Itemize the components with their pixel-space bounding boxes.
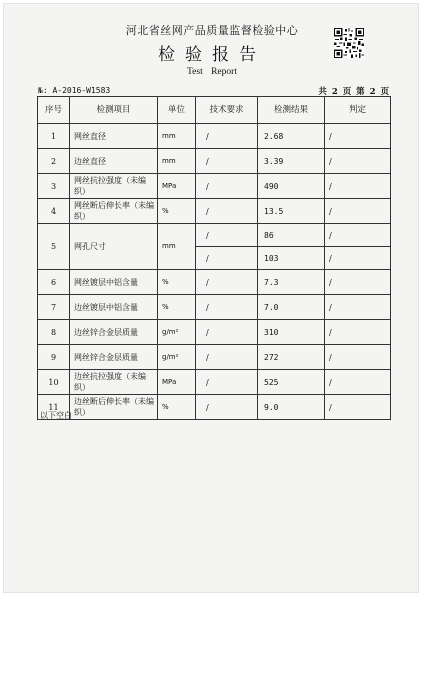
cell-no: 4 — [38, 199, 70, 224]
cell-requirement: / — [196, 270, 258, 295]
report-title: 检验报告 — [158, 45, 266, 65]
cell-requirement: / — [196, 174, 258, 199]
table-row — [38, 270, 391, 295]
cell-result: 103 — [258, 247, 325, 270]
cell-result: 3.39 — [258, 149, 325, 174]
table-row — [38, 149, 391, 174]
cell-item: 网丝镀层中铝含量 — [70, 270, 158, 295]
table-row — [38, 224, 391, 247]
cell-item: 网丝锌合金层质量 — [70, 345, 158, 370]
table-header-row — [38, 97, 391, 124]
col-header-item: 检测项目 — [70, 97, 158, 124]
table-row — [38, 124, 391, 149]
cell-judgement: / — [325, 174, 391, 199]
organization-name: 河北省丝网产品质量监督检验中心 — [125, 24, 299, 37]
cell-result: 310 — [258, 320, 325, 345]
page-count: 共 2 页 第 2 页 — [318, 87, 390, 97]
col-header-no: 序号 — [38, 97, 70, 124]
cell-unit: % — [158, 270, 196, 295]
table-row — [38, 199, 391, 224]
cell-result: 86 — [258, 224, 325, 247]
cell-item: 网丝断后伸长率（未编织） — [70, 199, 158, 224]
cell-requirement: / — [196, 124, 258, 149]
cell-judgement: / — [325, 370, 391, 395]
table-row — [38, 320, 391, 345]
cell-result: 9.0 — [258, 395, 325, 420]
cell-no: 8 — [38, 320, 70, 345]
cell-result: 490 — [258, 174, 325, 199]
cell-unit: g/m² — [158, 320, 196, 345]
cell-unit: mm — [158, 224, 196, 270]
cell-requirement: / — [196, 295, 258, 320]
cell-requirement: / — [196, 395, 258, 420]
cell-judgement: / — [325, 270, 391, 295]
col-header-requirement: 技术要求 — [196, 97, 258, 124]
cell-no: 10 — [38, 370, 70, 395]
cell-no: 7 — [38, 295, 70, 320]
cell-no: 5 — [38, 224, 70, 270]
report-number: №: A-2016-W1583 — [38, 86, 111, 95]
cell-no: 1 — [38, 124, 70, 149]
cell-result: 13.5 — [258, 199, 325, 224]
cell-judgement: / — [325, 149, 391, 174]
cell-no: 3 — [38, 174, 70, 199]
report-subtitle: Test Report — [187, 67, 237, 77]
col-header-unit: 单位 — [158, 97, 196, 124]
cell-unit: mm — [158, 149, 196, 174]
cell-unit: % — [158, 295, 196, 320]
cell-item: 边丝断后伸长率（未编织） — [70, 395, 158, 420]
cell-no: 2 — [38, 149, 70, 174]
cell-result: 272 — [258, 345, 325, 370]
cell-result: 2.68 — [258, 124, 325, 149]
cell-unit: % — [158, 199, 196, 224]
cell-judgement: / — [325, 295, 391, 320]
cell-item: 网孔尺寸 — [70, 224, 158, 270]
cell-requirement: / — [196, 345, 258, 370]
cell-item: 边丝锌合金层质量 — [70, 320, 158, 345]
cell-requirement: / — [196, 320, 258, 345]
table-row — [38, 295, 391, 320]
cell-no: 6 — [38, 270, 70, 295]
cell-requirement: / — [196, 370, 258, 395]
cell-result: 7.0 — [258, 295, 325, 320]
cell-judgement: / — [325, 395, 391, 420]
cell-unit: mm — [158, 124, 196, 149]
qr-code-icon — [334, 28, 364, 58]
cell-unit: g/m² — [158, 345, 196, 370]
cell-judgement: / — [325, 124, 391, 149]
cell-judgement: / — [325, 199, 391, 224]
table-row — [38, 395, 391, 420]
cell-item: 网丝抗拉强度（未编织） — [70, 174, 158, 199]
cell-requirement: / — [196, 199, 258, 224]
cell-judgement: / — [325, 320, 391, 345]
blank-below-note: 以下空白 — [40, 411, 72, 420]
cell-unit: MPa — [158, 370, 196, 395]
table-row — [38, 370, 391, 395]
test-results-table — [37, 96, 391, 420]
cell-judgement: / — [325, 224, 391, 247]
cell-requirement: / — [196, 149, 258, 174]
cell-item: 边丝抗拉强度（未编织） — [70, 370, 158, 395]
cell-judgement: / — [325, 345, 391, 370]
cell-item: 网丝直径 — [70, 124, 158, 149]
cell-item: 边丝镀层中铝含量 — [70, 295, 158, 320]
cell-unit: MPa — [158, 174, 196, 199]
table-row — [38, 174, 391, 199]
cell-judgement: / — [325, 247, 391, 270]
table-row — [38, 345, 391, 370]
cell-item: 边丝直径 — [70, 149, 158, 174]
cell-no: 9 — [38, 345, 70, 370]
cell-no: 11 — [38, 395, 70, 420]
cell-unit: % — [158, 395, 196, 420]
col-header-judgement: 判定 — [325, 97, 391, 124]
cell-requirement: / — [196, 224, 258, 247]
cell-requirement: / — [196, 247, 258, 270]
col-header-result: 检测结果 — [258, 97, 325, 124]
cell-result: 7.3 — [258, 270, 325, 295]
cell-result: 525 — [258, 370, 325, 395]
